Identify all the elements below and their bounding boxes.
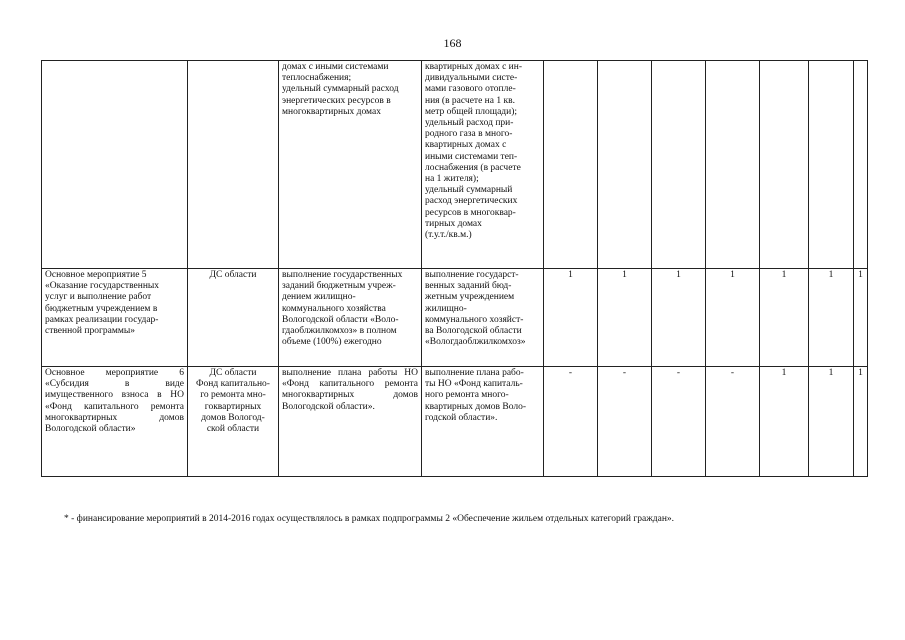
page-number: 168: [443, 36, 462, 50]
value-cell: 1: [760, 269, 809, 367]
value-cell: [598, 61, 652, 269]
indicator-cell: выполнение государст- венных заданий бюд- жетным учреждением жилищно- коммунального хозяйст- ва Вологодской области «Вологдаоблжилкомхоз»: [422, 269, 544, 367]
value-cell: 1: [544, 269, 598, 367]
table-row: [42, 269, 868, 367]
value-cell: -: [544, 367, 598, 477]
table-row: [42, 367, 868, 477]
event-cell: Основное мероприятие 5 «Оказание государственных услуг и выполнение работ бюджетным учреждением в рамках реализации государ- ственной программы»: [42, 269, 188, 367]
value-cell: 1: [760, 367, 809, 477]
value-cell: 1: [854, 269, 868, 367]
value-cell: -: [706, 367, 760, 477]
result-cell: домах с иными системами теплоснабжения; удельный суммарный расход энергетических ресурсов в многоквартирных домах: [279, 61, 422, 269]
value-cell: [760, 61, 809, 269]
indicator-cell: квартирных домах с ин- дивидуальными систе- мами газового отопле- ния (в расчете на 1 кв. метр общей площади); удельный расход при- родного газа в много- квартирных домах с иными системами теп- лоснабжения (в расчете на 1 жителя); удельный суммарный расход энергетических ресурсов в многоквар- тирных домах (т.у.т./кв.м.): [422, 61, 544, 269]
value-cell: [854, 61, 868, 269]
value-cell: [706, 61, 760, 269]
event-cell: Основное мероприятие 6 «Субсидия в виде имущественного взноса в НО «Фонд капитального ремонта многоквартирных домов Вологодской области»: [42, 367, 188, 477]
value-cell: [809, 61, 854, 269]
result-cell: выполнение государственных заданий бюджетным учреж- дением жилищно- коммунального хозяйства Вологодской области «Воло- гдаоблжилкомхоз» в полном объеме (100%) ежегодно: [279, 269, 422, 367]
value-cell: [652, 61, 706, 269]
event-cell: [42, 61, 188, 269]
value-cell: 1: [598, 269, 652, 367]
executor-cell: [188, 61, 279, 269]
result-cell: выполнение плана работы НО «Фонд капитального ремонта многоквартирных домов Вологодской области».: [279, 367, 422, 477]
value-cell: 1: [854, 367, 868, 477]
value-cell: -: [598, 367, 652, 477]
executor-cell: ДС области: [188, 269, 279, 367]
value-cell: 1: [809, 367, 854, 477]
value-cell: -: [652, 367, 706, 477]
indicator-cell: выполнение плана рабо- ты НО «Фонд капиталь- ного ремонта много- квартирных домов Воло- годской области».: [422, 367, 544, 477]
value-cell: 1: [652, 269, 706, 367]
value-cell: 1: [706, 269, 760, 367]
value-cell: 1: [809, 269, 854, 367]
program-events-table: [41, 60, 868, 477]
executor-cell: ДС области Фонд капитально- го ремонта мно- гоквартирных домов Вологод- ской области: [188, 367, 279, 477]
table-row: [42, 61, 868, 269]
value-cell: [544, 61, 598, 269]
footnote: * - финансирование мероприятий в 2014-2016 годах осуществлялось в рамках подпрограммы 2 «Обеспечение жильем отдельных категорий граждан».: [64, 514, 675, 524]
